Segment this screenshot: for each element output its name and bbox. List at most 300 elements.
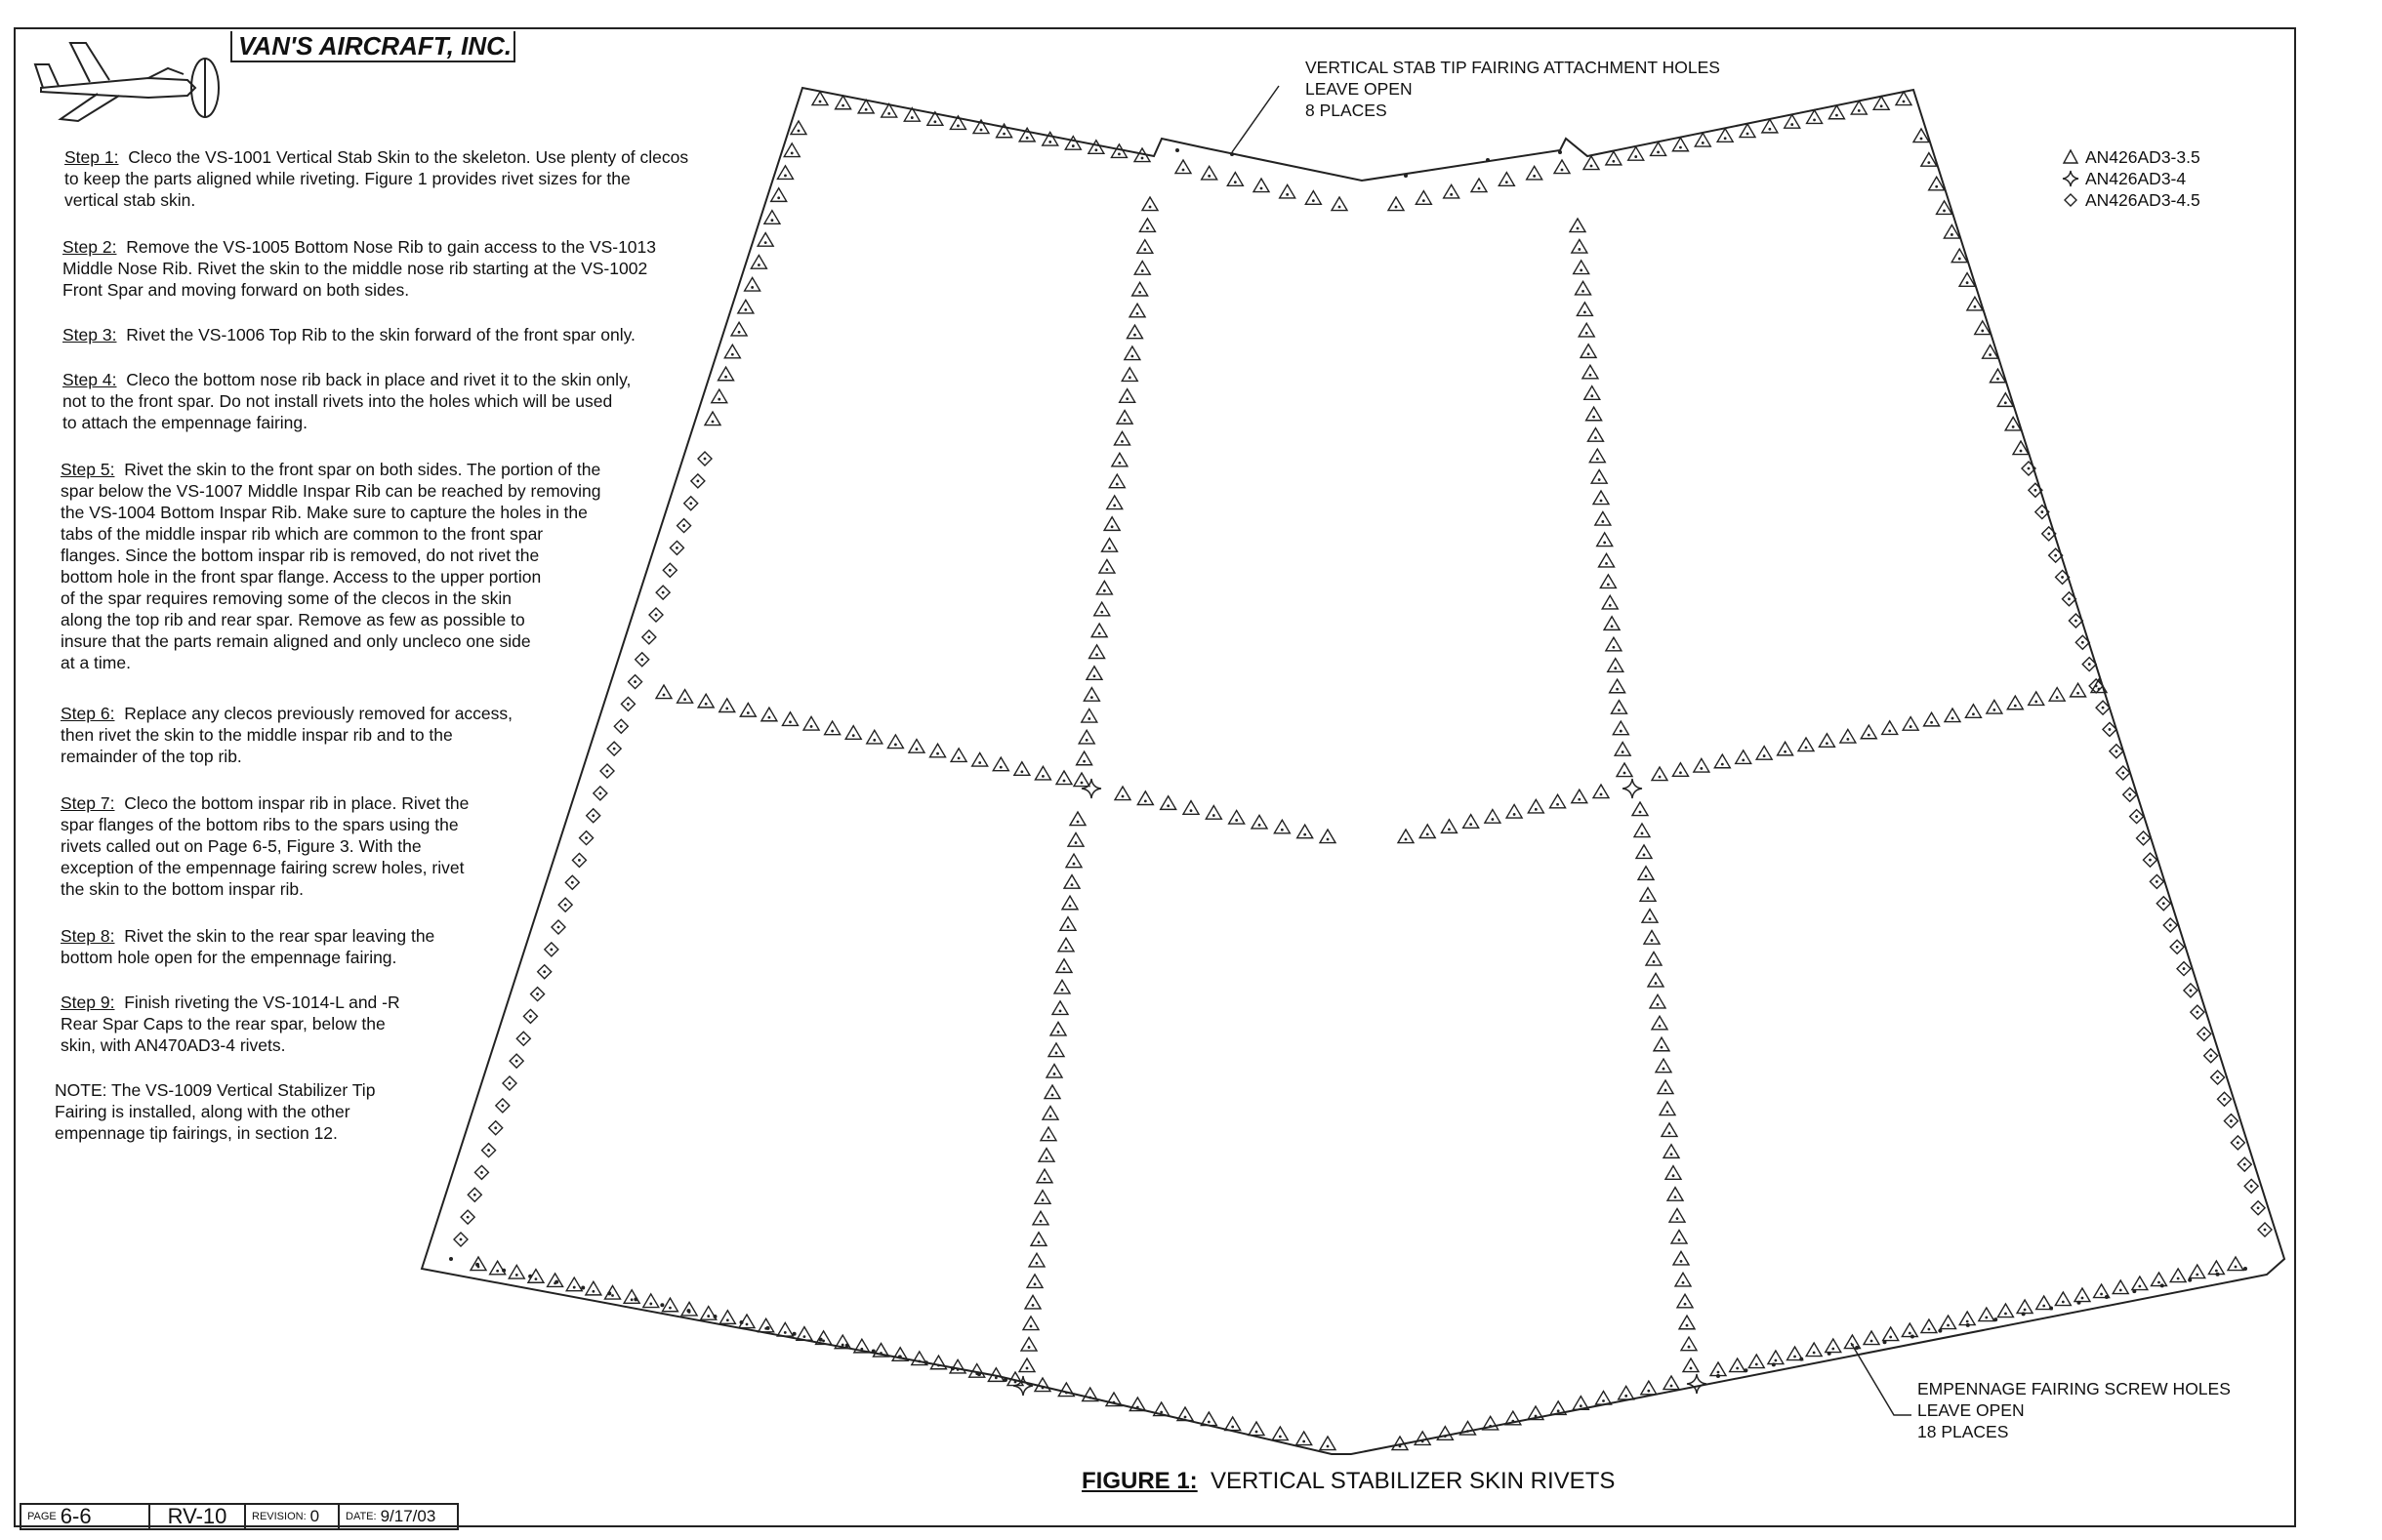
rivet-dot — [852, 734, 855, 737]
rivet-triangle — [1142, 197, 1158, 211]
rivet-dot — [2223, 1098, 2226, 1101]
step-line: bottom hole open for the empennage fairing. — [61, 948, 397, 967]
rivet-dot — [1075, 841, 1078, 844]
rivet-dot — [2034, 700, 2037, 703]
rivet-dot — [1469, 823, 1472, 826]
rivet-dot — [1612, 160, 1615, 163]
rivet-dot — [515, 1274, 518, 1277]
rivet-triangle — [1056, 771, 1072, 785]
rivet-triangle — [1048, 1043, 1064, 1057]
rivet-triangle — [1079, 730, 1094, 744]
rivet-triangle — [1419, 825, 1435, 838]
rivet-dot — [2169, 924, 2172, 927]
rivet-dot — [655, 614, 658, 617]
rivet-triangle — [1062, 896, 1078, 910]
rivet-triangle — [509, 1265, 524, 1278]
step-line: spar flanges of the bottom ribs to the spars using the — [61, 815, 459, 834]
rivet-triangle — [1861, 725, 1876, 739]
rivet-dot — [978, 761, 981, 764]
rivet-dot — [1533, 175, 1536, 178]
rivet-triangle — [1019, 1358, 1035, 1372]
rivet-triangle — [1965, 705, 1981, 718]
rivet-triangle — [1681, 1337, 1697, 1351]
rivet-dot — [1868, 734, 1870, 737]
open-hole — [1938, 1329, 1942, 1333]
rivet-triangle — [1673, 1251, 1689, 1265]
rivet-dot — [1972, 712, 1975, 715]
rivet-triangle — [1591, 470, 1607, 484]
rivet-dot — [1724, 137, 1727, 140]
rivet-triangle — [2071, 683, 2086, 697]
rivet-dot — [1042, 1198, 1045, 1201]
rivet-dot — [1281, 829, 1284, 831]
rivet-triangle — [777, 166, 793, 180]
rivet-triangle — [1611, 701, 1626, 714]
rivet-triangle — [1595, 511, 1611, 525]
rivet-dot — [1700, 767, 1703, 770]
rivet-dot — [873, 739, 876, 742]
rivet-triangle — [777, 1322, 793, 1336]
open-hole — [2160, 1283, 2164, 1287]
rivet-dot — [2257, 1206, 2260, 1209]
rivet-dot — [1535, 808, 1538, 811]
rivet-triangle — [1979, 1308, 1994, 1321]
page-label: PAGE — [27, 1511, 57, 1522]
rivet-triangle — [1029, 1253, 1045, 1267]
rivet-triangle — [1139, 219, 1155, 232]
open-hole — [607, 1291, 611, 1295]
rivet-dot — [1098, 632, 1101, 635]
rivet-dot — [1042, 1387, 1045, 1390]
rivet-dot — [2162, 902, 2165, 905]
step-line: Cleco the bottom inspar rib in place. Rivet the — [124, 793, 470, 813]
step-line: along the top rib and rear spar. Remove as few as possible to — [61, 610, 525, 629]
rivet-triangle — [2055, 1292, 2071, 1306]
rivet-triangle — [1021, 1337, 1037, 1351]
rivet-triangle — [1677, 1294, 1693, 1308]
rivet-dot — [2028, 467, 2031, 470]
rivet-dot — [1478, 187, 1481, 190]
rivet-dot — [726, 1318, 729, 1321]
rivet-dot — [1655, 982, 1658, 985]
open-hole — [819, 1338, 823, 1342]
rivet-dot — [2061, 576, 2064, 579]
skin-outline — [422, 88, 2284, 1454]
rivet-triangle — [1463, 815, 1479, 829]
open-hole — [2049, 1307, 2053, 1311]
rivet-triangle — [1617, 763, 1632, 777]
rivet-dot — [1044, 1178, 1047, 1181]
rivet-triangle — [656, 685, 672, 699]
rivet-triangle — [1714, 754, 1730, 768]
rivet-triangle — [751, 256, 766, 269]
rivet-dot — [1067, 925, 1070, 928]
rivet-triangle — [759, 1318, 774, 1332]
rivet-dot — [1190, 809, 1193, 812]
rivet-dot — [1182, 169, 1185, 172]
rivet-triangle — [1583, 156, 1599, 170]
rivet-dot — [2202, 1033, 2205, 1035]
step-line: Rear Spar Caps to the rear spar, below the — [61, 1014, 386, 1033]
rivet-triangle — [1065, 137, 1081, 150]
rivet-dot — [1647, 896, 1650, 899]
rivet-dot — [1212, 814, 1215, 817]
step-line: Cleco the VS-1001 Vertical Stab Skin to the skeleton. Use plenty of clecos — [128, 147, 689, 167]
rivet-triangle — [719, 1311, 735, 1324]
rivet-dot — [1870, 1340, 1873, 1343]
rivet-dot — [1561, 169, 1564, 172]
rivet-triangle — [1035, 766, 1050, 780]
rivet-triangle — [1579, 323, 1594, 337]
rivet-dot — [1889, 1336, 1892, 1339]
rivet-dot — [1065, 947, 1068, 950]
rivet-dot — [571, 881, 574, 884]
rivet-dot — [1444, 1435, 1447, 1438]
rivet-dot — [2177, 1277, 2180, 1280]
rivet-dot — [2196, 1274, 2198, 1277]
rivet-triangle — [490, 1261, 506, 1275]
rivet-dot — [1790, 123, 1793, 126]
step-label: Step 6: — [61, 704, 115, 723]
rivet-dot — [1235, 819, 1238, 822]
rivet-triangle — [724, 344, 740, 358]
rivet-dot — [1659, 1025, 1662, 1028]
rivet-dot — [1587, 352, 1590, 355]
rivet-dot — [803, 1335, 806, 1338]
rivet-triangle — [1068, 833, 1084, 847]
rivet-dot — [573, 1286, 576, 1289]
rivet-dot — [578, 859, 581, 862]
rivet-dot — [2250, 1185, 2253, 1188]
rivet-star — [1082, 779, 1101, 798]
step-line: remainder of the top rib. — [61, 747, 242, 766]
rivet-triangle — [1050, 1022, 1066, 1035]
rivet-dot — [564, 904, 567, 907]
rivet-triangle — [1959, 1312, 1975, 1325]
open-hole — [1716, 1374, 1720, 1378]
rivet-triangle — [1031, 1233, 1047, 1246]
rivet-triangle — [1798, 738, 1814, 751]
rivet-dot — [789, 720, 792, 723]
rivet-dot — [1888, 729, 1891, 732]
rivet-triangle — [1644, 931, 1660, 945]
rivet-dot — [1106, 568, 1109, 571]
open-hole — [898, 1355, 902, 1358]
rivet-dot — [2190, 989, 2193, 992]
rivet-dot — [1399, 1445, 1402, 1448]
rivet-dot — [1149, 206, 1152, 209]
rivet-dot — [1657, 1003, 1660, 1006]
rivet-triangle — [993, 757, 1008, 771]
rivet-triangle — [1652, 1016, 1667, 1030]
rivet-dot — [1014, 1381, 1017, 1384]
rivet-dot — [1966, 281, 1969, 284]
rivet-dot — [467, 1216, 470, 1219]
rivet-dot — [1851, 1344, 1854, 1347]
rivet-dot — [1623, 772, 1626, 775]
rivet-dot — [2081, 641, 2084, 644]
open-hole — [2076, 1301, 2080, 1305]
rivet-dot — [1071, 883, 1074, 886]
rivet-dot — [2088, 663, 2091, 666]
rivet-dot — [958, 756, 961, 759]
rivet-triangle — [1640, 888, 1656, 902]
rivet-triangle — [1638, 867, 1654, 880]
rivet-triangle — [1025, 1295, 1041, 1309]
rivet-dot — [1130, 355, 1133, 358]
rivet-dot — [1903, 101, 1906, 103]
rivet-dot — [1966, 1320, 1969, 1323]
rivet-dot — [842, 104, 844, 107]
rivet-dot — [1003, 133, 1006, 136]
rivet-triangle — [1137, 240, 1153, 254]
step-line: rivets called out on Page 6-5, Figure 3. With the — [61, 836, 422, 856]
rivet-triangle — [740, 704, 756, 717]
rivet-triangle — [1274, 820, 1290, 833]
rivet-triangle — [548, 1274, 563, 1287]
rivet-dot — [731, 353, 734, 356]
callout-line: LEAVE OPEN — [1305, 79, 1413, 99]
rivet-dot — [1668, 1131, 1671, 1134]
title-block — [20, 1503, 459, 1530]
step-line: at a time. — [61, 653, 131, 672]
callout-line: EMPENNAGE FAIRING SCREW HOLES — [1917, 1379, 2231, 1398]
rivet-dot — [744, 308, 747, 311]
step-line: of the spar requires removing some of the clecos in the skin — [61, 588, 513, 608]
rivet-triangle — [1027, 1275, 1043, 1288]
rivet-dot — [1077, 821, 1080, 824]
rivet-dot — [1672, 1174, 1675, 1177]
rivet-dot — [1846, 738, 1849, 741]
rivet-dot — [2196, 1011, 2198, 1014]
rivet-triangle — [1087, 667, 1102, 680]
rivet-dot — [2209, 1054, 2212, 1057]
rivet-triangle — [1695, 133, 1710, 146]
rivet-dot — [1943, 209, 1946, 212]
rivet-triangle — [719, 699, 735, 712]
rivet-dot — [585, 836, 588, 839]
rivet-dot — [880, 1352, 883, 1355]
rivet-dot — [1600, 500, 1603, 503]
rivet-triangle — [1070, 812, 1086, 826]
rivet-triangle — [1903, 717, 1918, 731]
rivet-dot — [758, 263, 760, 266]
note-line: empennage tip fairings, in section 12. — [55, 1123, 338, 1143]
rivet-triangle — [1679, 1316, 1695, 1329]
rivet-dot — [1505, 181, 1508, 183]
rivet-dot — [1580, 1404, 1582, 1407]
rivet-dot — [1768, 128, 1771, 131]
legend-label: AN426AD3-3.5 — [2085, 147, 2200, 167]
rivet-triangle — [1694, 758, 1709, 772]
rivet-dot — [810, 725, 813, 728]
rivet-dot — [515, 1060, 518, 1063]
rivet-dot — [1088, 717, 1090, 720]
rivet-dot — [1611, 625, 1614, 628]
open-hole — [2022, 1312, 2026, 1316]
rivet-triangle — [1127, 325, 1142, 339]
rivet-dot — [1951, 717, 1954, 720]
rivet-dot — [496, 1270, 499, 1273]
rivet-dot — [1258, 824, 1261, 827]
rivet-triangle — [1437, 1427, 1453, 1440]
rivet-dot — [1602, 1399, 1605, 1402]
step-line: exception of the empennage fairing screw holes, rivet — [61, 858, 465, 877]
step-line: the skin to the bottom inspar rib. — [61, 879, 305, 899]
page-number: 6-6 — [60, 1504, 92, 1528]
rivet-dot — [2156, 880, 2158, 883]
rivet-dot — [1688, 1346, 1691, 1349]
rivet-dot — [1826, 742, 1828, 745]
rivet-triangle — [1610, 679, 1625, 693]
note-line: NOTE: The VS-1009 Vertical Stabilizer Tip — [55, 1080, 376, 1100]
rivet-triangle — [1785, 115, 1800, 129]
rivet-triangle — [1997, 1304, 2013, 1317]
rivet-dot — [1639, 811, 1642, 814]
rivet-triangle — [1104, 517, 1120, 531]
rivet-triangle — [1806, 1343, 1822, 1357]
rivet-dot — [494, 1126, 497, 1129]
rivet-dot — [1653, 960, 1656, 963]
rivet-dot — [1141, 157, 1144, 160]
rivet-triangle — [1572, 239, 1587, 253]
rivet-dot — [1466, 1430, 1469, 1433]
rivet-dot — [2054, 554, 2057, 557]
rivet-dot — [705, 703, 708, 706]
rivet-dot — [1036, 1262, 1039, 1265]
rivet-triangle — [1671, 1230, 1687, 1243]
rivet-triangle — [2151, 1273, 2166, 1286]
rivet-dot — [1028, 1346, 1031, 1349]
rivet-dot — [2157, 1281, 2160, 1284]
rivet-dot — [1920, 138, 1923, 141]
rivet-triangle — [1584, 386, 1600, 400]
rivet-dot — [1659, 776, 1662, 779]
rivet-dot — [764, 241, 767, 244]
rivet-triangle — [1066, 854, 1082, 868]
rivet-triangle — [643, 1294, 659, 1308]
rivet-dot — [2004, 1313, 2007, 1316]
rivet-triangle — [1107, 496, 1123, 509]
rivet-dot — [1661, 1046, 1663, 1049]
rivet-dot — [1055, 1052, 1058, 1055]
rivet-triangle — [1864, 1331, 1879, 1345]
rivet-triangle — [1117, 411, 1132, 425]
rivet-triangle — [1416, 191, 1431, 205]
step-line: Finish riveting the VS-1014-L and -R — [124, 993, 400, 1012]
rivet-triangle — [1634, 824, 1650, 837]
rivet-dot — [1641, 832, 1644, 835]
rivet-dot — [1116, 483, 1119, 486]
rivet-triangle — [1599, 553, 1615, 567]
rivet-dot — [1684, 1303, 1687, 1306]
rivet-dot — [2264, 1229, 2267, 1232]
rivet-dot — [1063, 780, 1066, 783]
step-line: Rivet the VS-1006 Top Rib to the skin forward of the front spar only. — [126, 325, 636, 344]
rivet-triangle — [1570, 219, 1585, 232]
rivet-dot — [1678, 1238, 1681, 1241]
rivet-triangle — [771, 188, 787, 202]
open-hole — [449, 1257, 453, 1261]
rivet-dot — [718, 398, 720, 401]
rivet-dot — [865, 108, 868, 111]
open-hole — [660, 1303, 664, 1307]
rivet-dot — [2142, 836, 2145, 839]
rivet-dot — [751, 286, 754, 289]
rivet-triangle — [1840, 729, 1856, 743]
step-line: Front Spar and moving forward on both sides. — [62, 280, 410, 300]
open-hole — [1404, 174, 1408, 178]
rivet-triangle — [867, 730, 883, 744]
rivet-dot — [1583, 310, 1586, 313]
rivet-dot — [640, 658, 643, 661]
rivet-dot — [1491, 818, 1494, 821]
open-hole — [2243, 1267, 2247, 1271]
rivet-triangle — [1662, 1123, 1677, 1137]
rivet-triangle — [1672, 763, 1688, 777]
rivet-triangle — [1586, 407, 1602, 421]
rivet-triangle — [1252, 815, 1267, 829]
rivet-dot — [1511, 1420, 1514, 1423]
figure-label: FIGURE 1: — [1082, 1468, 1198, 1494]
rivet-dot — [1065, 1392, 1068, 1395]
rivet-triangle — [803, 716, 819, 730]
rivet-triangle — [2132, 1277, 2148, 1290]
rivet-dot — [1030, 1325, 1033, 1328]
open-hole — [1855, 1346, 1859, 1350]
rivet-triangle — [624, 1290, 639, 1304]
rivet-dot — [2102, 707, 2105, 709]
rivet-triangle — [1134, 262, 1150, 275]
rivet-dot — [1405, 838, 1408, 841]
rivet-dot — [682, 524, 685, 527]
rivet-triangle — [1091, 624, 1107, 637]
rivet-triangle — [1675, 1273, 1691, 1286]
rivet-triangle — [1613, 721, 1628, 735]
rivet-dot — [1616, 688, 1619, 691]
rivet-dot — [1763, 754, 1766, 757]
step-line: tabs of the middle inspar rib which are common to the front spar — [61, 524, 544, 544]
rivet-dot — [784, 1331, 787, 1334]
rivet-dot — [1108, 547, 1111, 549]
rivet-triangle — [1768, 1351, 1784, 1364]
step-line: Cleco the bottom nose rib back in place and rivet it to the skin only, — [126, 370, 632, 389]
rivet-dot — [936, 752, 939, 755]
rivet-dot — [611, 1294, 614, 1297]
rivet-dot — [2068, 597, 2071, 600]
rivet-triangle — [1628, 147, 1644, 161]
rivet-triangle — [1587, 428, 1603, 442]
rivet-dot — [2040, 510, 2043, 513]
rivet-triangle — [1506, 804, 1522, 818]
rivet-dot — [1613, 646, 1616, 649]
rivet-triangle — [705, 412, 720, 426]
rivet-triangle — [1577, 303, 1592, 316]
rivet-dot — [509, 1082, 512, 1085]
rivet-dot — [2138, 1285, 2141, 1288]
rivet-dot — [460, 1238, 463, 1241]
rivet-dot — [1122, 795, 1125, 798]
rivet-dot — [1095, 653, 1098, 656]
rivet-dot — [2076, 692, 2079, 695]
rivet-triangle — [1074, 773, 1089, 787]
rivet-triangle — [1320, 830, 1335, 843]
revision-label: REVISION: — [252, 1511, 307, 1522]
rivet-triangle — [1388, 197, 1404, 211]
rivet-triangle — [1819, 734, 1834, 748]
rivet-dot — [1118, 462, 1121, 465]
rivet-triangle — [1748, 1355, 1764, 1368]
